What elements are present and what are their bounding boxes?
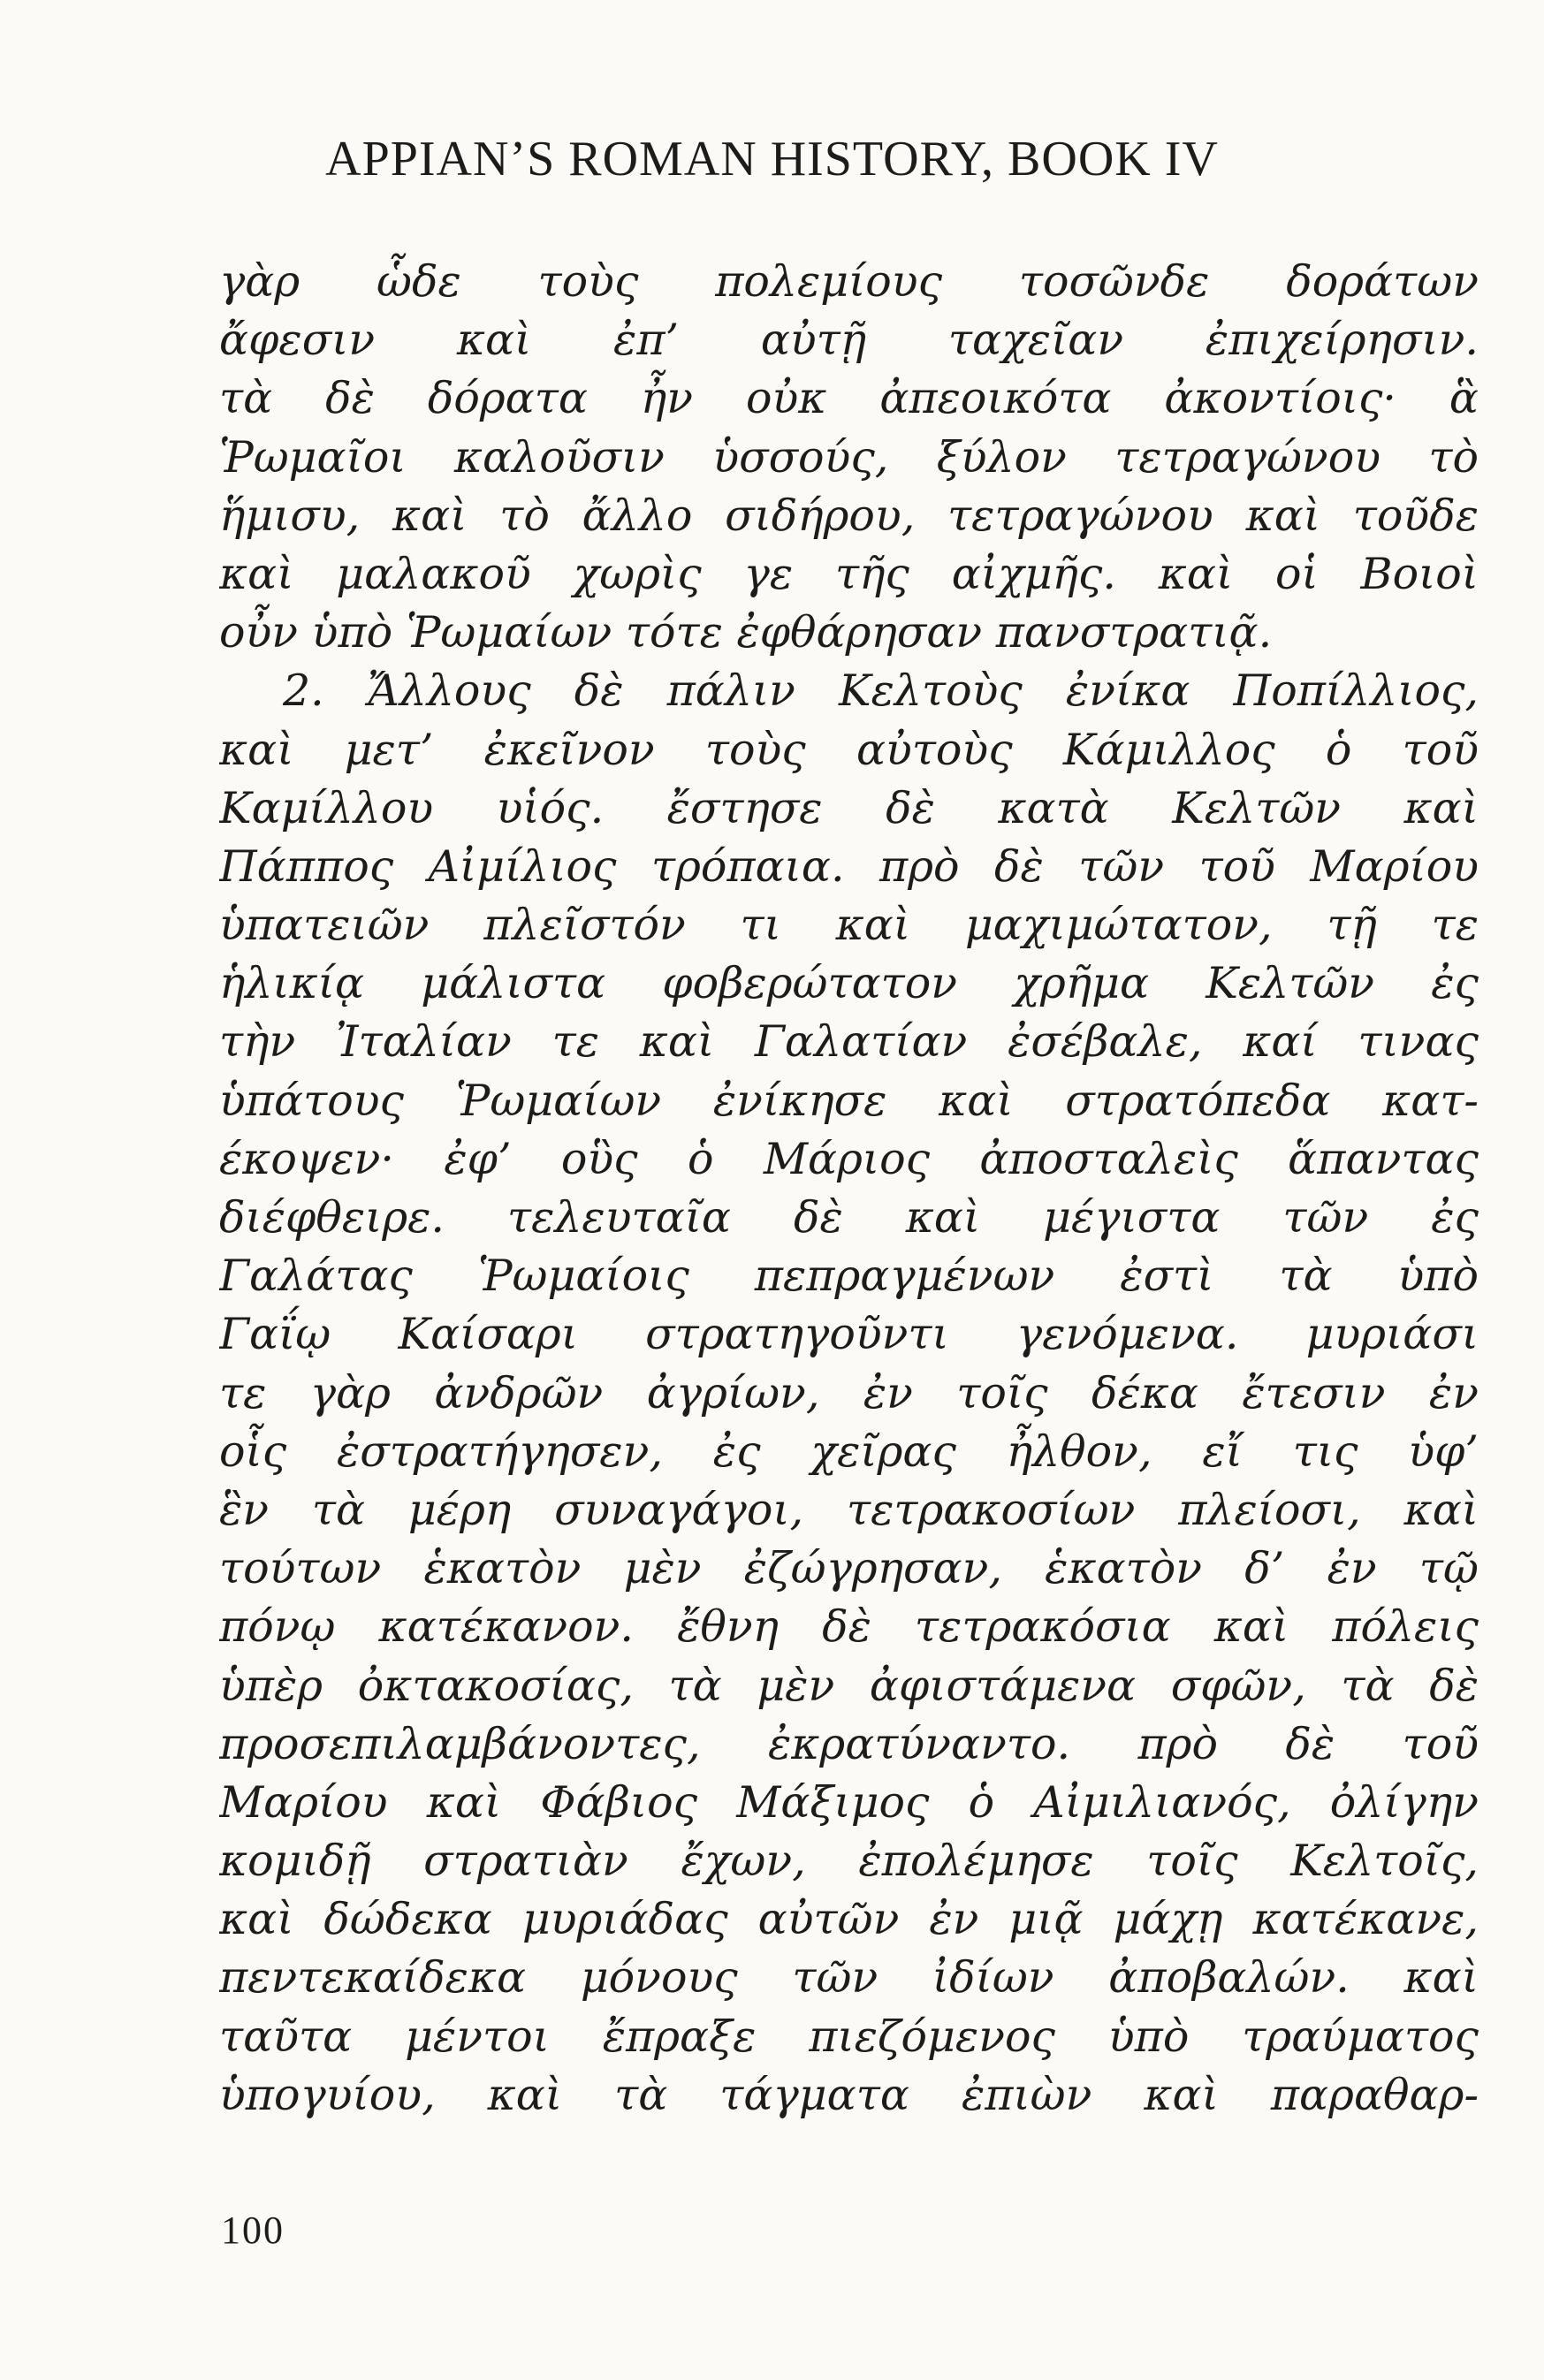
text-line: Γαλάτας Ῥωμαίοις πεπραγμένων ἐστὶ τὰ ὑπὸ	[219, 1251, 1479, 1302]
text-line: Καμίλλου υἱός. ἔστησε δὲ κατὰ Κελτῶν καὶ	[219, 782, 1479, 833]
text-line: γὰρ ὧδε τοὺς πολεμίους τοσῶνδε δοράτων	[219, 256, 1479, 307]
text-line: ἡλικίᾳ μάλιστα φοβερώτατον χρῆμα Κελτῶν ἐς	[219, 958, 1479, 1009]
text-line: διέφθειρε. τελευταῖα δὲ καὶ μέγιστα τῶν ἐς	[219, 1192, 1479, 1243]
text-line: ἓν τὰ μέρη συναγάγοι, τετρακοσίων πλείοσι, καὶ	[219, 1484, 1479, 1535]
text-line: τὴν Ἰταλίαν τε καὶ Γαλατίαν ἐσέβαλε, καί τινας	[219, 1016, 1479, 1068]
text-line: καὶ δώδεκα μυριάδας αὐτῶν ἐν μιᾷ μάχῃ κατέκανε,	[219, 1894, 1479, 1945]
text-line: ὑπογυίου, καὶ τὰ τάγματα ἐπιὼν καὶ παραθαρ-	[219, 2069, 1479, 2120]
text-line: τούτων ἑκατὸν μὲν ἐζώγρησαν, ἑκατὸν δ’ ἐν τῷ	[219, 1543, 1479, 1594]
text-line: ὑπατειῶν πλεῖστόν τι καὶ μαχιμώτατον, τῇ τε	[219, 900, 1479, 951]
text-line: οὖν ὑπὸ Ῥωμαίων τότε ἐφθάρησαν πανστρατιᾷ.	[219, 607, 1273, 658]
text-line: οἷς ἐστρατήγησεν, ἐς χεῖρας ἦλθον, εἴ τις ὑφ’	[219, 1426, 1479, 1477]
text-line: έκοψεν· ἐφ’ οὓς ὁ Μάριος ἀποσταλεὶς ἅπαντας	[219, 1133, 1479, 1184]
running-head: APPIAN’S ROMAN HISTORY, BOOK IV	[325, 132, 1219, 186]
text-line: Μαρίου καὶ Φάβιος Μάξιμος ὁ Αἰμιλιανός, ὀλίγην	[219, 1776, 1479, 1828]
text-line: ὑπὲρ ὀκτακοσίας, τὰ μὲν ἀφιστάμενα σφῶν, τὰ δὲ	[219, 1660, 1479, 1711]
text-line: τὰ δὲ δόρατα ἦν οὐκ ἀπεοικότα ἀκοντίοις· ἃ	[219, 373, 1479, 424]
section-start-line: 2. Ἄλλους δὲ πάλιν Κελτοὺς ἐνίκα Ποπίλλιος,	[283, 665, 1479, 717]
text-line: καὶ μαλακοῦ χωρὶς γε τῆς αἰχμῆς. καὶ οἱ Βοιοὶ	[219, 548, 1479, 599]
text-line: Πάππος Αἰμίλιος τρόπαια. πρὸ δὲ τῶν τοῦ Μαρίου	[219, 840, 1479, 892]
text-line: προσεπιλαμβάνοντες, ἐκρατύναντο. πρὸ δὲ τοῦ	[219, 1718, 1479, 1769]
text-line: κομιδῇ στρατιὰν ἔχων, ἐπολέμησε τοῖς Κελτοῖς,	[219, 1836, 1479, 1887]
text-line: καὶ μετ’ ἐκεῖνον τοὺς αὐτοὺς Κάμιλλος ὁ τοῦ	[219, 724, 1479, 775]
text-line: πόνῳ κατέκανον. ἔθνη δὲ τετρακόσια καὶ πόλεις	[219, 1601, 1479, 1653]
text-line: τε γὰρ ἀνδρῶν ἀγρίων, ἐν τοῖς δέκα ἔτεσιν ἐν	[219, 1367, 1479, 1418]
text-line: Γαΐῳ Καίσαρι στρατηγοῦντι γενόμενα. μυριάσι	[219, 1309, 1479, 1360]
text-line: ταῦτα μέντοι ἔπραξε πιεζόμενος ὑπὸ τραύματος	[219, 2011, 1479, 2062]
text-line: Ῥωμαῖοι καλοῦσιν ὑσσούς, ξύλον τετραγώνου τὸ	[219, 431, 1479, 483]
body-text	[219, 253, 1479, 2125]
page-number: 100	[221, 2209, 285, 2252]
text-line: ἥμισυ, καὶ τὸ ἄλλο σιδήρου, τετραγώνου καὶ τοῦδε	[219, 490, 1479, 541]
text-line: πεντεκαίδεκα μόνους τῶν ἰδίων ἀποβαλών. καὶ	[219, 1952, 1479, 2004]
text-line: ἄφεσιν καὶ ἐπ’ αὐτῇ ταχεῖαν ἐπιχείρησιν.	[219, 315, 1479, 366]
text-line: ὑπάτους Ῥωμαίων ἐνίκησε καὶ στρατόπεδα κατ-	[219, 1075, 1479, 1126]
